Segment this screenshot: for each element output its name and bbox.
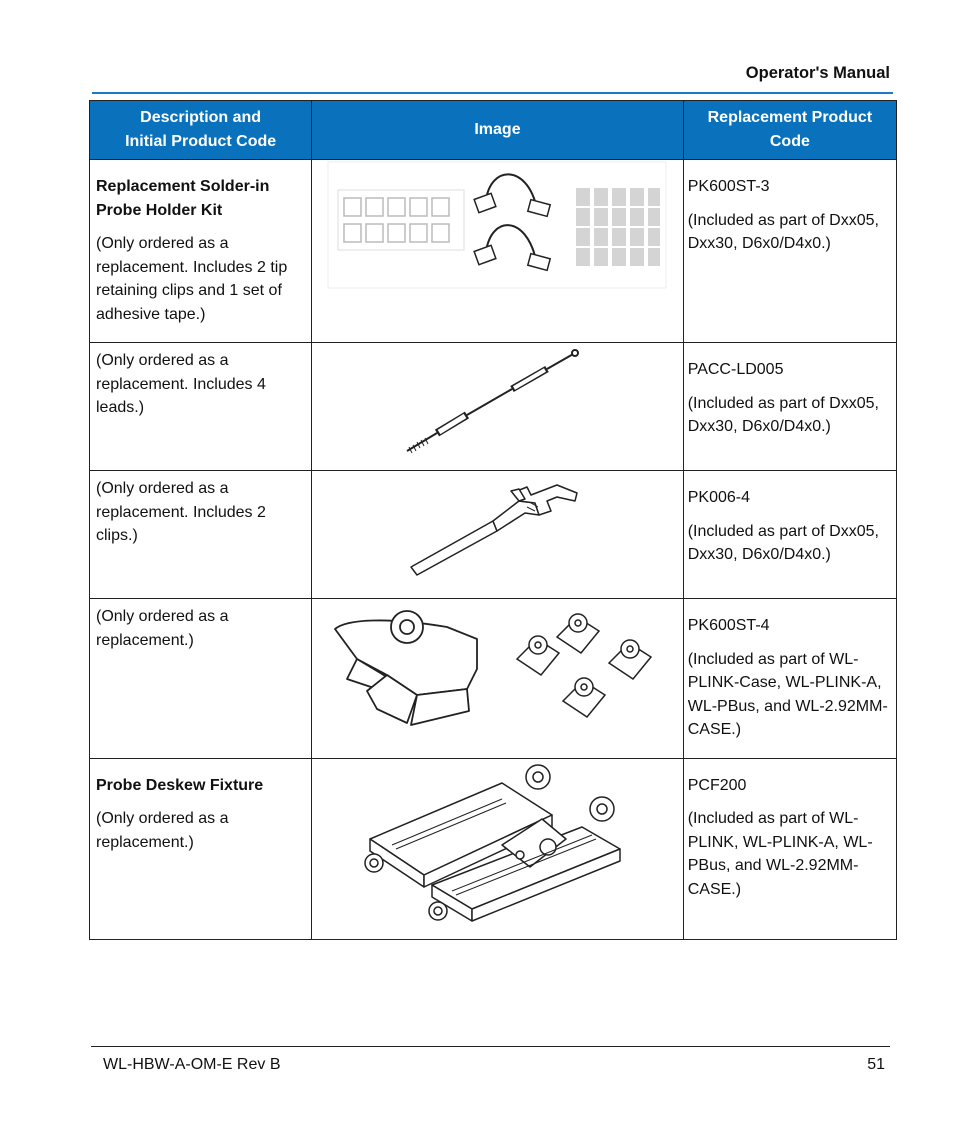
replacement-code: PK600ST-3: [687, 178, 770, 195]
manual-title: Operator's Manual: [745, 64, 890, 82]
description-cell: [90, 599, 312, 759]
description-cell: [90, 160, 312, 343]
image-cell: [312, 160, 683, 343]
header-code-line1: Replacement Product: [707, 109, 873, 126]
table-row: [90, 758, 897, 939]
header-code-line2: Code: [769, 133, 810, 150]
included-note: (Included as part of Dxx05, Dxx30, D6x0/D4x0.): [687, 394, 879, 435]
deskew-fixture-image: [352, 759, 642, 927]
probe-clip-set-image: [327, 599, 667, 739]
replacement-code: PCF200: [687, 776, 747, 794]
replacement-code: PK006-4: [687, 489, 750, 506]
header-description: [90, 101, 312, 160]
parts-table: [89, 100, 897, 940]
included-note: (Included as part of Dxx05, Dxx30, D6x0/D4x0.): [687, 522, 879, 563]
header-rule: [92, 92, 893, 94]
header-image: [312, 101, 683, 160]
document-id: WL-HBW-A-OM-E Rev B: [103, 1056, 281, 1073]
included-note: (Included as part of WL-PLINK, WL-PLINK-A, WL-PBus, and WL-2.92MM-CASE.): [687, 810, 873, 898]
code-cell: [683, 599, 896, 759]
code-cell: [683, 160, 896, 343]
solder-in-probe-holder-kit-image: [326, 160, 668, 290]
header-description-line2: Initial Product Code: [125, 133, 277, 150]
code-cell: [683, 343, 896, 471]
image-cell: [312, 343, 683, 471]
table-row: [90, 160, 897, 343]
code-cell: [683, 758, 896, 939]
page-number: 51: [867, 1056, 885, 1073]
header-image-label: Image: [474, 121, 521, 138]
row-description: (Only ordered as a replacement. Includes 4 leads.): [96, 352, 266, 416]
footer-rule: [91, 1046, 890, 1047]
row-description: (Only ordered as a replacement.): [96, 810, 229, 851]
row-description: (Only ordered as a replacement. Includes 2 tip retaining clips and 1 set of adhesive tape.): [96, 235, 288, 323]
image-cell: [312, 758, 683, 939]
description-cell: [90, 471, 312, 599]
row-title: Probe Deskew Fixture: [96, 776, 264, 794]
included-note: (Included as part of WL-PLINK-Case, WL-PLINK-A, WL-PBus, and WL-2.92MM-CASE.): [687, 650, 888, 738]
description-cell: [90, 758, 312, 939]
lead-image: [397, 343, 597, 463]
image-cell: [312, 599, 683, 759]
replacement-code: PACC-LD005: [687, 361, 784, 378]
row-description: (Only ordered as a replacement.): [96, 608, 229, 649]
table-header-row: [90, 101, 897, 160]
header-code: [683, 101, 896, 160]
table-row: [90, 599, 897, 759]
clip-image: [407, 471, 587, 581]
description-cell: [90, 343, 312, 471]
header-description-line1: Description and: [140, 109, 262, 126]
table-row: [90, 343, 897, 471]
code-cell: [683, 471, 896, 599]
table-row: [90, 471, 897, 599]
included-note: (Included as part of Dxx05, Dxx30, D6x0/D4x0.): [687, 211, 879, 252]
row-description: (Only ordered as a replacement. Includes 2 clips.): [96, 480, 266, 544]
row-title: Replacement Solder-in Probe Holder Kit: [96, 178, 270, 219]
image-cell: [312, 471, 683, 599]
replacement-code: PK600ST-4: [687, 617, 770, 634]
